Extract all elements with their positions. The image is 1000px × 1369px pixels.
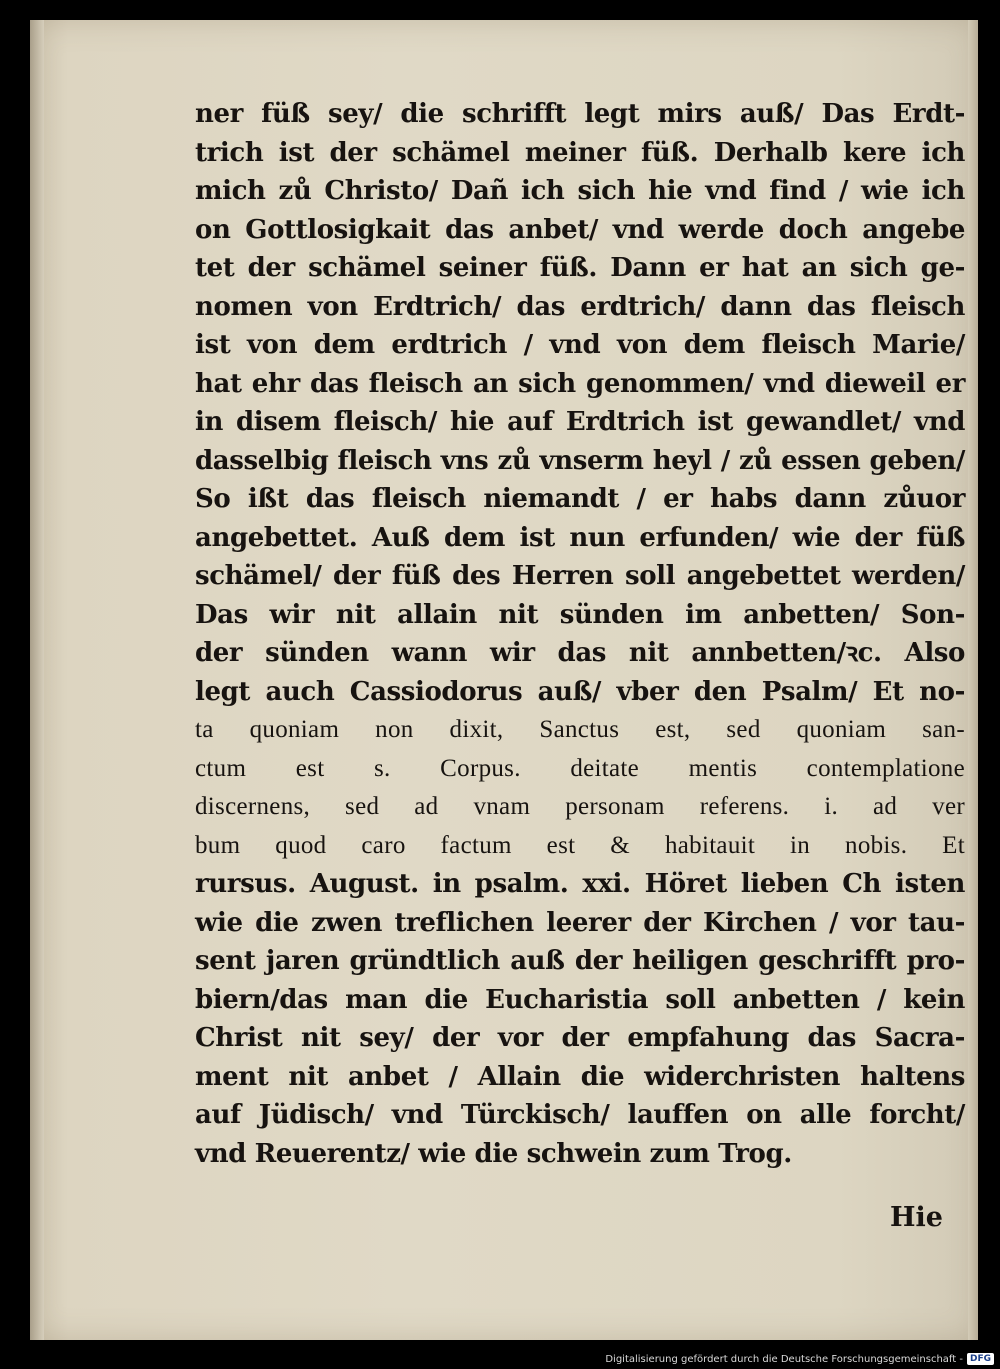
page-gutter [30, 20, 44, 1340]
text-line: ner füß sey/ die schrifft legt mirs auß/ Das Erdt- [195, 99, 965, 129]
latin-text-line: discernens, sed ad vnam personam referens. i. ad ver [195, 793, 965, 820]
book-page [30, 20, 978, 1340]
text-line: So ißt das fleisch niemandt / er habs dann zůuor [195, 484, 965, 514]
text-line: in disem fleisch/ hie auf Erdtrich ist gewandlet/ vnd [195, 407, 965, 437]
text-line: legt auch Cassiodorus auß/ vber den Psalm/ Et no- [195, 676, 965, 707]
digitization-credit [605, 1353, 994, 1365]
text-line: sent jaren gründtlich auß der heiligen geschrifft pro- [195, 946, 965, 976]
latin-text-line: bum quod caro factum est & habitauit in nobis. Et [195, 831, 965, 859]
credit-text: Digitalisierung gefördert durch die Deutsche Forschungsgemeinschaft - [605, 1353, 963, 1365]
latin-text-line: ctum est s. Corpus. deitate mentis contemplatione [195, 754, 965, 782]
text-line: schämel/ der füß des Herren soll angebettet werden/ [195, 561, 965, 591]
text-line: Christ nit sey/ der vor der empfahung das Sacra- [195, 1023, 965, 1053]
text-line: trich ist der schämel meiner füß. Derhalb kere ich [195, 137, 965, 168]
text-line: rursus. August. in psalm. xxi. Höret lieben Ch isten [195, 869, 965, 899]
text-line: auf Jüdisch/ vnd Türckisch/ lauffen on alle forcht/ [195, 1100, 965, 1130]
page-edge [968, 20, 978, 1340]
page-text [195, 95, 965, 1173]
text-line: ist von dem erdtrich / vnd von dem fleisch Marie/ [195, 330, 965, 360]
text-line-last: vnd Reuerentz/ wie die schwein zum Trog. [195, 1138, 792, 1169]
text-line: wie die zwen treflichen leerer der Kirchen / vor tau- [195, 907, 965, 938]
text-line: dasselbig fleisch vns zů vnserm heyl / zů essen geben/ [195, 445, 965, 476]
latin-text-line: ta quoniam non dixit, Sanctus est, sed quoniam san- [195, 716, 965, 743]
text-line: Das wir nit allain nit sünden im anbetten/ Son- [195, 599, 965, 630]
text-line: der sünden wann wir das nit annbetten/ꝛc. Also [195, 638, 965, 668]
catchword: Hie [890, 1202, 943, 1233]
text-line: on Gottlosigkait das anbet/ vnd werde doch angebe [195, 214, 965, 245]
text-line: angebettet. Auß dem ist nun erfunden/ wie der füß [195, 522, 965, 553]
text-line: ment nit anbet / Allain die widerchristen haltens [195, 1061, 965, 1092]
text-line: tet der schämel seiner füß. Dann er hat an sich ge- [195, 253, 965, 283]
text-line: mich zů Christo/ Dañ ich sich hie vnd find / wie ich [195, 176, 965, 206]
dfg-logo: DFG [967, 1353, 994, 1365]
text-line: hat ehr das fleisch an sich genommen/ vnd dieweil er [195, 368, 965, 399]
text-line: nomen von Erdtrich/ das erdtrich/ dann das fleisch [195, 291, 965, 322]
text-line: biern/das man die Eucharistia soll anbetten / kein [195, 984, 965, 1015]
